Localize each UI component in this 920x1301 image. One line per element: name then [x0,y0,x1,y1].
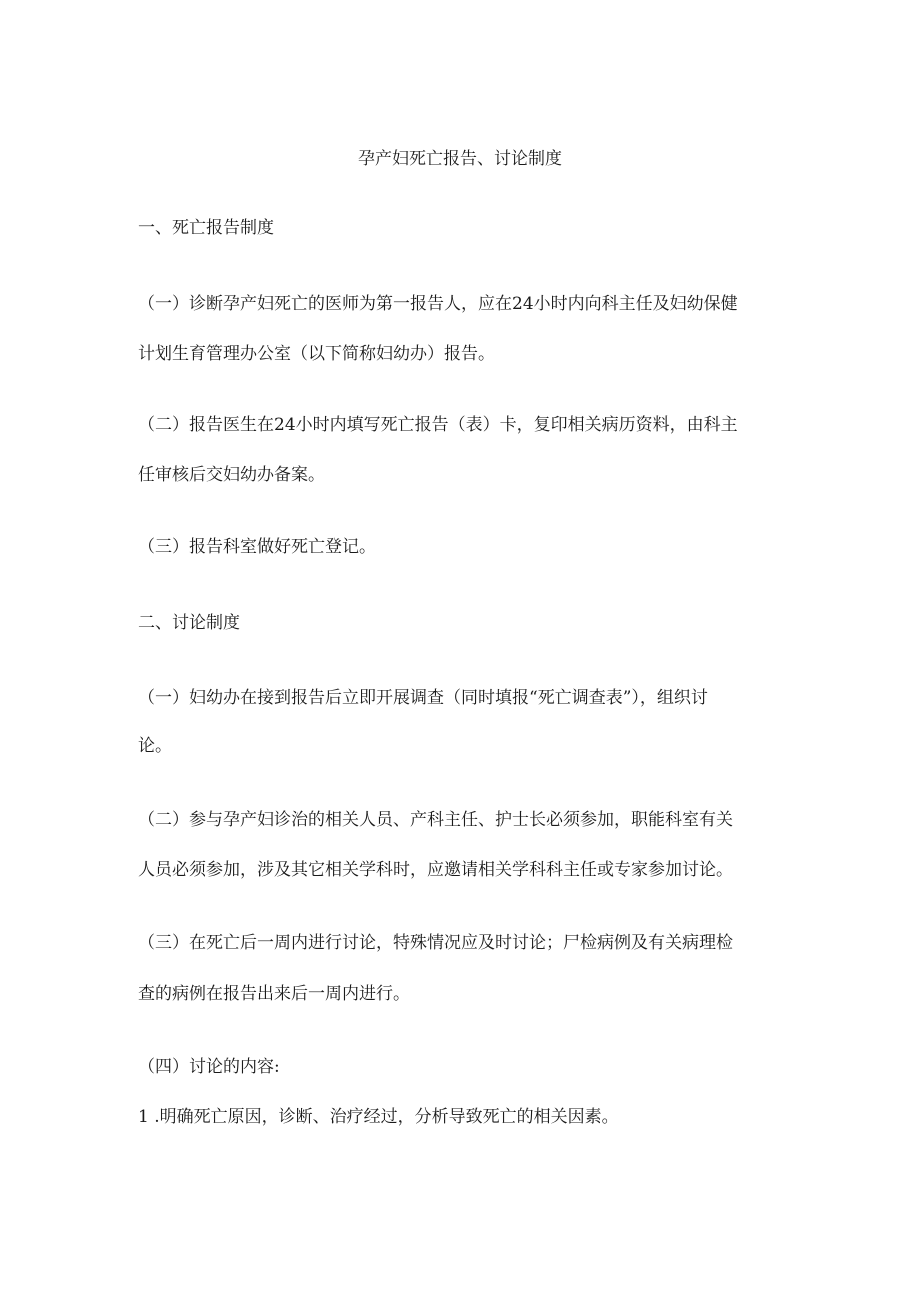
paragraph-line: （三）报告科室做好死亡登记。 [138,537,376,557]
section-heading-death-report: 一、死亡报告制度 [138,218,274,238]
paragraph-line: （一）妇幼办在接到报告后立即开展调查（同时填报“死亡调查表”），组织讨 [138,688,708,708]
paragraph-line: 查的病例在报告出来后一周内进行。 [138,984,410,1004]
paragraph-line: （一）诊断孕产妇死亡的医师为第一报告人，应在24小时内向科主任及妇幼保健 [138,294,738,314]
paragraph-line: 论。 [138,736,172,756]
paragraph-line: 计划生育管理办公室（以下简称妇幼办）报告。 [138,344,495,364]
paragraph-line: 人员必须参加，涉及其它相关学科时，应邀请相关学科科主任或专家参加讨论。 [138,860,733,880]
paragraph-line: （二）报告医生在24小时内填写死亡报告（表）卡，复印相关病历资料，由科主 [138,415,738,435]
list-item: 1 .明确死亡原因，诊断、治疗经过，分析导致死亡的相关因素。 [138,1107,619,1127]
document-title: 孕产妇死亡报告、讨论制度 [358,149,562,169]
paragraph-line: （二）参与孕产妇诊治的相关人员、产科主任、护士长必须参加，职能科室有关 [138,810,733,830]
section-heading-discussion: 二、讨论制度 [138,613,240,633]
paragraph-line: （三）在死亡后一周内进行讨论，特殊情况应及时讨论；尸检病例及有关病理检 [138,933,733,953]
paragraph-line: 任审核后交妇幼办备案。 [138,465,325,485]
paragraph-line: （四）讨论的内容: [138,1057,280,1077]
